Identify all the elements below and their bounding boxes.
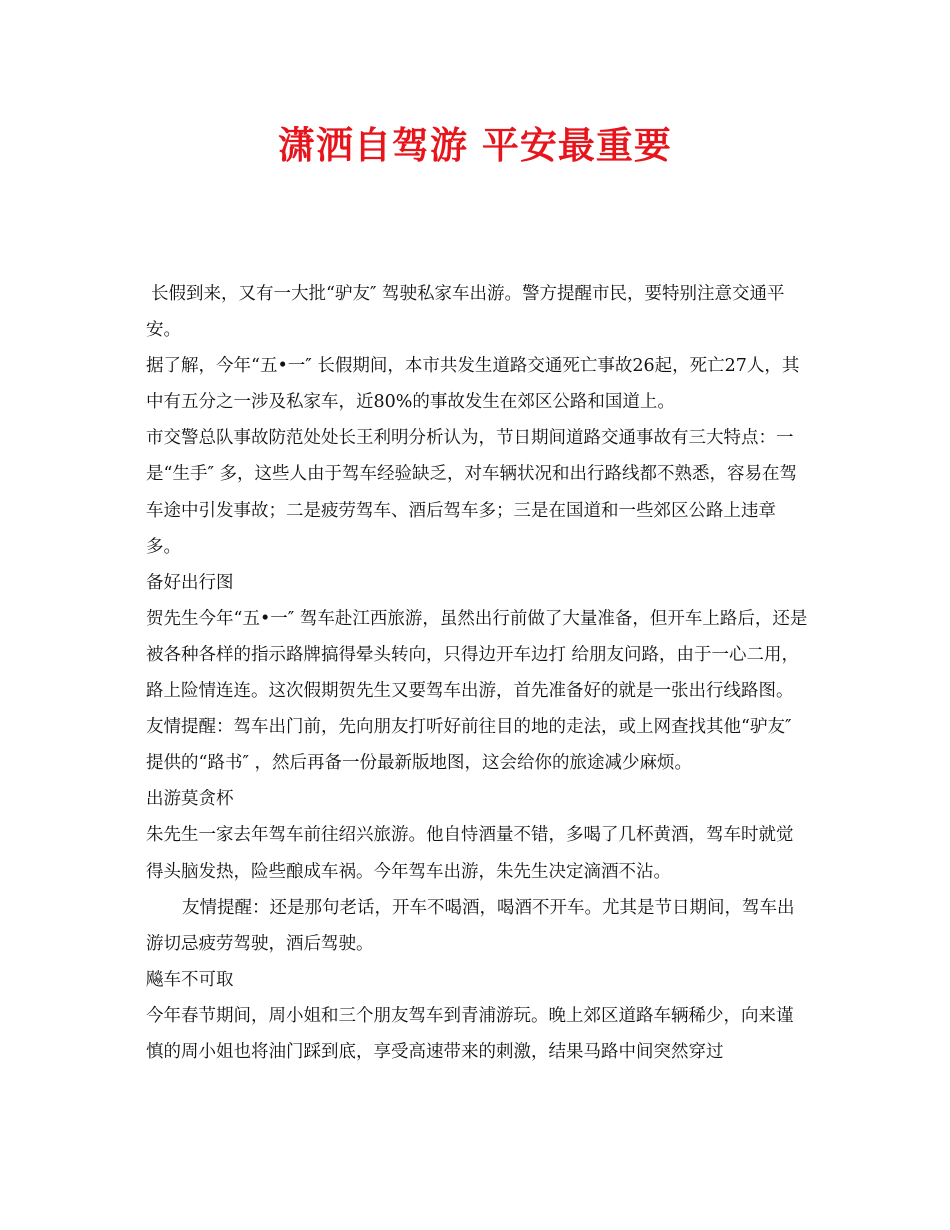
document-body — [146, 276, 808, 1070]
paragraph-no-drinking-tip: 友情提醒：还是那句老话，开车不喝酒，喝酒不开车。尤其是节日期间，驾车出游切忌疲劳驾驶，酒后驾驶。 — [146, 897, 795, 954]
paragraph-intro: 长假到来，又有一大批“驴友″ 驾驶私家车出游。警方提醒市民，要特别注意交通平安。 — [146, 284, 785, 341]
paragraph-route-map-tip: 友情提醒：驾车出门前，先向朋友打听好前往目的地的走法，或上网查找其他“驴友″ 提供的“路书″ ，然后再备一份最新版地图，这会给你的旅途减少麻烦。 — [146, 717, 792, 774]
section-heading-no-drinking: 出游莫贪杯 — [146, 789, 234, 810]
paragraph-no-speeding-story: 今年春节期间，周小姐和三个朋友驾车到青浦游玩。晚上郊区道路车辆稀少，向来谨慎的周小姐也将油门踩到底，享受高速带来的刺激，结果马路中间突然穿过 — [146, 1005, 794, 1062]
paragraph-analysis: 市交警总队事故防范处处长王利明分析认为，节日期间道路交通事故有三大特点：一是“生手″ 多，这些人由于驾车经验缺乏，对车辆状况和出行路线都不熟悉，容易在驾车途中引发事故；二是疲劳驾车、酒后驾车多；三是在国道和一些郊区公路上违章多。 — [146, 428, 798, 557]
paragraph-statistics: 据了解，今年“五•一″ 长假期间，本市共发生道路交通死亡事故26起，死亡27人，其中有五分之一涉及私家车，近80%的事故发生在郊区公路和国道上。 — [146, 356, 800, 413]
document-title: 潇洒自驾游 平安最重要 — [278, 123, 672, 167]
section-heading-no-speeding: 飚车不可取 — [146, 969, 234, 990]
paragraph-route-map-story: 贺先生今年“五•一″ 驾车赴江西旅游，虽然出行前做了大量准备，但开车上路后，还是被各种各样的指示路牌搞得晕头转向，只得边开车边打 给朋友问路，由于一心二用，路上险情连连。这次假期贺先生又要驾车出游，首先准备好的就是一张出行线路图。 — [146, 608, 808, 702]
paragraph-no-drinking-story: 朱先生一家去年驾车前往绍兴旅游。他自恃酒量不错，多喝了几杯黄酒，驾车时就觉得头脑发热，险些酿成车祸。今年驾车出游，朱先生决定滴酒不沾。 — [146, 825, 794, 882]
section-heading-route-map: 备好出行图 — [146, 572, 234, 593]
